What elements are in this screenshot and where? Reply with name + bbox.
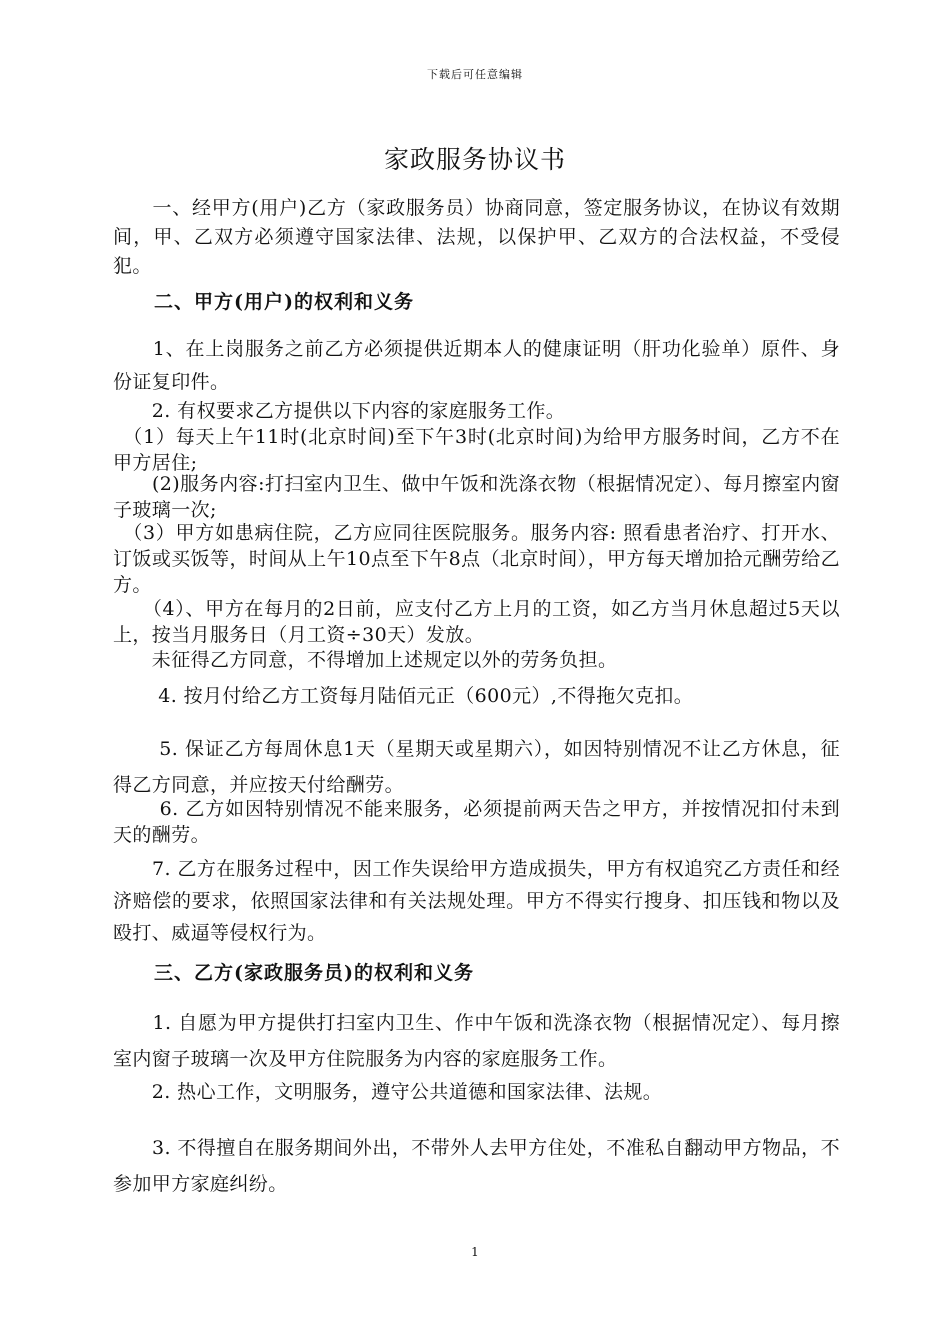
- page-header: 下载后可任意编辑: [427, 68, 523, 81]
- paragraph: （1）每天上午11时(北京时间)至下午3时(北京时间)为给甲方服务时间，乙方不在甲方居住;: [113, 426, 840, 474]
- paragraph: 5. 保证乙方每周休息1天（星期天或星期六），如因特别情况不让乙方休息，征得乙方同意，并应按天付给酬劳。: [113, 738, 840, 796]
- paragraph: 1、在上岗服务之前乙方必须提供近期本人的健康证明（肝功化验单）原件、身份证复印件。: [113, 338, 840, 393]
- section-heading: 二、甲方(用户)的权利和义务: [154, 291, 414, 313]
- section-heading: 三、乙方(家政服务员)的权利和义务: [154, 962, 474, 984]
- paragraph: 7. 乙方在服务过程中，因工作失误给甲方造成损失，甲方有权追究乙方责任和经济赔偿的要求，依照国家法律和有关法规处理。甲方不得实行搜身、扣压钱和物以及殴打、威逼等侵权行为。: [113, 858, 840, 944]
- paragraph: 6. 乙方如因特别情况不能来服务，必须提前两天告之甲方，并按情况扣付未到天的酬劳。: [113, 798, 840, 846]
- paragraph: 2. 热心工作，文明服务，遵守公共道德和国家法律、法规。: [113, 1081, 663, 1103]
- paragraph: 2. 有权要求乙方提供以下内容的家庭服务工作。: [113, 400, 566, 422]
- paragraph: 未征得乙方同意，不得增加上述规定以外的劳务负担。: [113, 649, 618, 671]
- intro-paragraph: 一、经甲方(用户)乙方（家政服务员）协商同意，签定服务协议，在协议有效期间，甲、乙双方必须遵守国家法律、法规，以保护甲、乙双方的合法权益，不受侵犯。: [113, 197, 840, 277]
- paragraph: 1. 自愿为甲方提供打扫室内卫生、作中午饭和洗涤衣物（根据情况定）、每月擦室内窗子玻璃一次及甲方住院服务为内容的家庭服务工作。: [113, 1012, 840, 1070]
- document-title: 家政服务协议书: [383, 145, 566, 174]
- paragraph: （3）甲方如患病住院，乙方应同往医院服务。服务内容: 照看患者治疗、打开水、订饭或买饭等，时间从上午10点至下午8点（北京时间），甲方每天增加拾元酬劳给乙方。: [113, 522, 840, 596]
- page-number: 1: [471, 1245, 479, 1259]
- paragraph: (2)服务内容:打扫室内卫生、做中午饭和洗涤衣物（根据情况定）、每月擦室内窗子玻璃一次;: [113, 473, 840, 521]
- paragraph: （4）、甲方在每月的2日前，应支付乙方上月的工资，如乙方当月休息超过5天以上，按当月服务日（月工资÷30天）发放。: [113, 598, 840, 646]
- paragraph: 4. 按月付给乙方工资每月陆佰元正（600元）,不得拖欠克扣。: [113, 685, 694, 707]
- paragraph: 3. 不得擅自在服务期间外出，不带外人去甲方住处，不准私自翻动甲方物品，不参加甲方家庭纠纷。: [113, 1137, 840, 1195]
